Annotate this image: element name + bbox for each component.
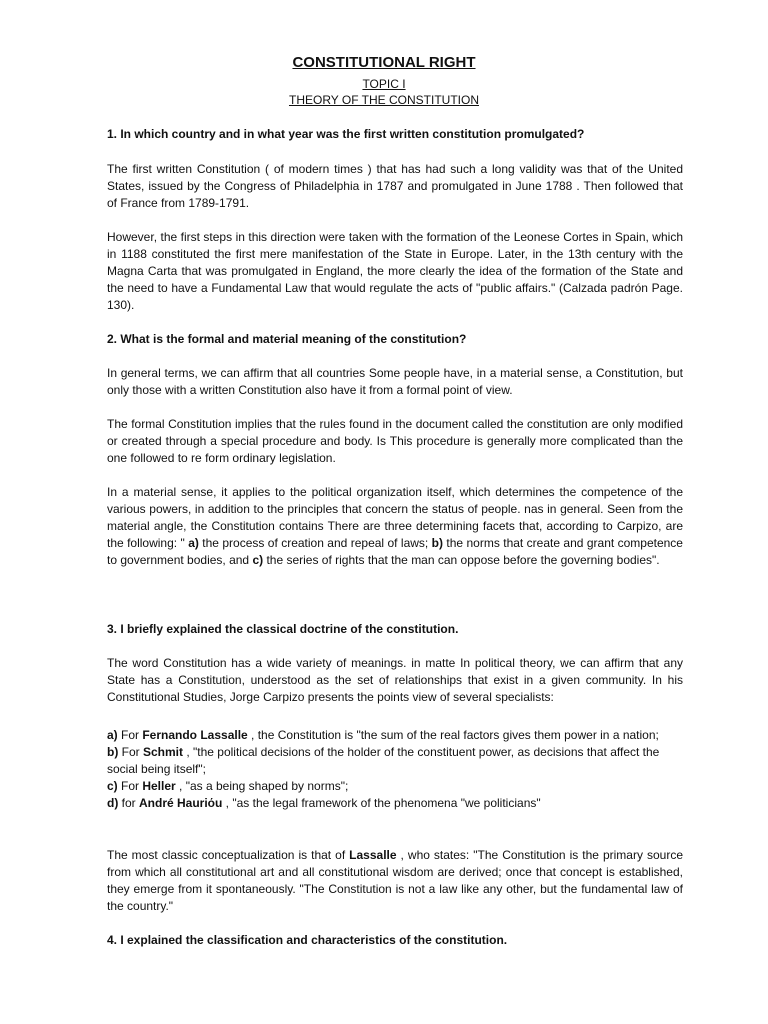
list-item <box>107 727 683 744</box>
list-text: , "as the legal framework of the phenomena "we politicians" <box>222 796 541 810</box>
specialist-name: Fernando Lassalle <box>142 728 248 742</box>
q2-paragraph-2: The formal Constitution implies that the rules found in the document called the constitution are only modified or created through a special procedure and body. Is This procedure is generally more complicated than the one followed to re form ordinary legislation. <box>107 417 683 465</box>
q1-paragraph-2: However, the first steps in this direction were taken with the formation of the Leonese Cortes in Spain, which in 1188 constituted the first mere manifestation of the State in Europe. Later, in the 13th century with the Magna Carta that was promulgated in England, the more clearly the idea of the formation of the State and the need to have a Fundamental Law that would regulate the acts of "public affairs." (Calzada padrón Page. 130). <box>107 230 683 312</box>
q2-p3-text-3: the norms that create and grant competence to government bodies, and <box>107 536 683 567</box>
list-pre: For <box>118 745 143 759</box>
list-pre: For <box>117 728 143 742</box>
specialist-name: André Hauriόu <box>139 796 223 810</box>
question-2-heading: 2. What is the formal and material meaning of the constitution? <box>107 332 467 346</box>
q2-p3-text-2: the process of creation and repeal of laws; <box>198 536 432 550</box>
q2-p3-text-1: In a material sense, it applies to the political organization itself, which determines the competence of the various powers, in addition to the principles that concern the status of people. nas in general. Seen from the material angle, the Constitution contains There are three determining facets that, according to Carpizo, are the following: " <box>107 485 683 550</box>
list-text: , "the political decisions of the holder of the constituent power, as decisions that affect the social being itself"; <box>107 745 660 776</box>
list-letter: d) <box>107 796 119 810</box>
q3-paragraph-1: The word Constitution has a wide variety of meanings. in matte In political theory, we can affirm that any State has a Constitution, understood as the set of relationships that exist in a given community. In his Constitutional Studies, Jorge Carpizo presents the points view of several specialists: <box>107 656 683 704</box>
q1-paragraph-1: The first written Constitution ( of modern times ) that has had such a long validity was that of the United States, issued by the Congress of Philadelphia in 1787 and promulgated in June 1788 . Then followed that of France from 1789-1791. <box>107 162 683 210</box>
list-item <box>107 778 683 795</box>
document-title: CONSTITUTIONAL RIGHT <box>292 54 476 71</box>
list-item <box>107 795 683 812</box>
specialist-name: Lassalle <box>349 848 397 862</box>
question-1-heading: 1. In which country and in what year was the first written constitution promulgated? <box>107 127 585 141</box>
q3-p2-text-1: The most classic conceptualization is that of <box>107 848 350 862</box>
specialist-name: Schmit <box>143 745 184 759</box>
list-pre: For <box>117 779 143 793</box>
list-pre: for <box>118 796 139 810</box>
q3-paragraph-2 <box>107 847 683 915</box>
question-3-heading: 3. I briefly explained the classical doctrine of the constitution. <box>107 622 459 636</box>
q2-paragraph-1: In general terms, we can affirm that all countries Some people have, in a material sense, a Constitution, but only those with a written Constitution also have it from a formal point of view. <box>107 366 683 397</box>
q3-p2-text-2: , who states: "The Constitution is the primary source from which all constitutional art and all constitutional wisdom are derived; once that concept is established, they emerge from it spontaneously. "The Constitution is not a law like any other, but the fundamental law of the country." <box>107 848 683 913</box>
list-text: , the Constitution is "the sum of the real factors gives them power in a nation; <box>247 728 659 742</box>
q2-p3-text-4: the series of rights that the man can oppose before the governing bodies". <box>263 553 660 567</box>
list-letter: c) <box>107 779 118 793</box>
specialist-name: Heller <box>142 779 176 793</box>
q2-p3-letter-a: a) <box>188 536 199 550</box>
list-item <box>107 744 683 778</box>
list-letter: a) <box>107 728 118 742</box>
specialists-list <box>107 727 683 812</box>
list-letter: b) <box>107 745 119 759</box>
question-4-heading: 4. I explained the classification and characteristics of the constitution. <box>107 933 508 947</box>
q2-p3-letter-c: c) <box>252 553 264 567</box>
q2-paragraph-3 <box>107 484 683 569</box>
q2-p3-letter-b: b) <box>431 536 443 550</box>
document-subtitle: THEORY OF THE CONSTITUTION <box>288 93 479 107</box>
list-text: , "as a being shaped by norms"; <box>175 779 349 793</box>
topic-label: TOPIC I <box>362 77 406 91</box>
